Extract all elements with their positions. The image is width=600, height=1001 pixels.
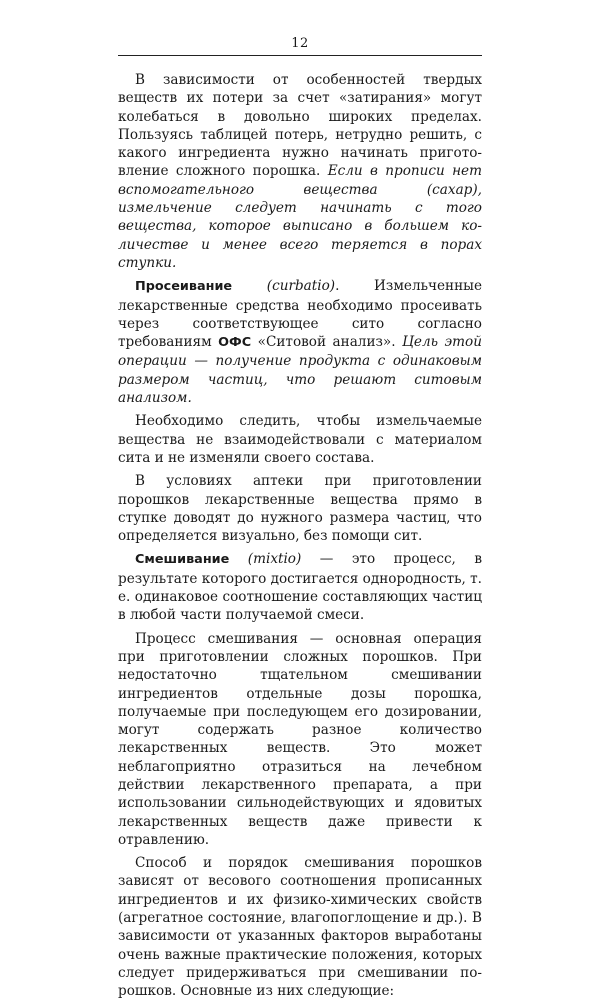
paragraph-text: «Ситовой анализ». [251, 334, 403, 351]
paragraph-italic: Если в прописи нет вспомогательного вещества (сахар), измельчение следует начинать с того вещества, которое выписано в большем количестве и менее всего теряется в порах ступки. [118, 163, 482, 271]
paragraph-pharmacy [118, 472, 482, 545]
paragraph-text: В условиях аптеки при приготовлении порошков лекарственные вещества прямо в ступке доводят до нужного размера частиц, что определяется визуально, без помощи сит. [118, 473, 482, 545]
paragraph-mixing [118, 550, 482, 624]
paragraph-mixing-method [118, 854, 482, 1000]
paragraph-losses [118, 71, 482, 272]
header-rule [118, 55, 482, 56]
paragraph-text: Процесс смешивания — основная операция при приготовлении сложных порошков. При недостаточно тщательном смешивании ингредиентов отдельные дозы порошка, получаемые при последующем его дозировании, могут содержать разное количество лекарственных веществ. Это может неблагоприятно отразиться на лечебном действии лекарственного препарата, а при использовании сильнодействующих и ядовитых лекарственных веществ даже привести к отравлению. [118, 630, 482, 848]
paragraph-text: . Измельченные лекарственные средства необходимо просеивать через соответствующее сито согласно требованиям [118, 278, 482, 351]
paragraph-text: — это процесс, в результате которого достигается однородность, т. е. одинаковое соотношение составляющих частиц в любой части получаемой смеси. [118, 551, 482, 624]
latin-term: (mixtio) [247, 551, 302, 568]
page-number: 12 [291, 36, 309, 51]
page-content [118, 71, 482, 1001]
latin-term: (curbatio) [266, 278, 336, 295]
ofs-abbrev: ОФС [218, 335, 252, 351]
term-mixing: Смешивание [135, 552, 230, 568]
paragraph-italic: Цель этой операции — получение продукта с одинаковым размером частиц, что решают ситовым анализом. [118, 334, 482, 407]
paragraph-text: Необходимо следить, чтобы измельчаемые вещества не взаимодействовали с материалом сита и не изменяли своего состава. [118, 413, 482, 466]
term-sieving: Просеивание [135, 279, 233, 295]
paragraph-text: Способ и порядок смешивания порошков зависят от весового соотношения прописанных ингредиентов и их физико-химических свойств (агрегатное состояние, влагопоглощение и др.). В зависимости от указанных факторов выработаны очень важные практические положения, которых следует придерживаться при смешивании порошков. Основные из них следующие: [118, 855, 482, 1000]
paragraph-sieve-material [118, 412, 482, 467]
paragraph-sieving [118, 277, 482, 407]
paragraph-text: В зависимости от особенностей твердых веществ их потери за счет «затирания» могут колебаться в довольно широких пределах. Пользуясь таблицей потерь, нетрудно решить, с какого ингредиента нужно начинать приготовление сложного порошка. [118, 72, 482, 180]
paragraph-mixing-process [118, 630, 482, 850]
